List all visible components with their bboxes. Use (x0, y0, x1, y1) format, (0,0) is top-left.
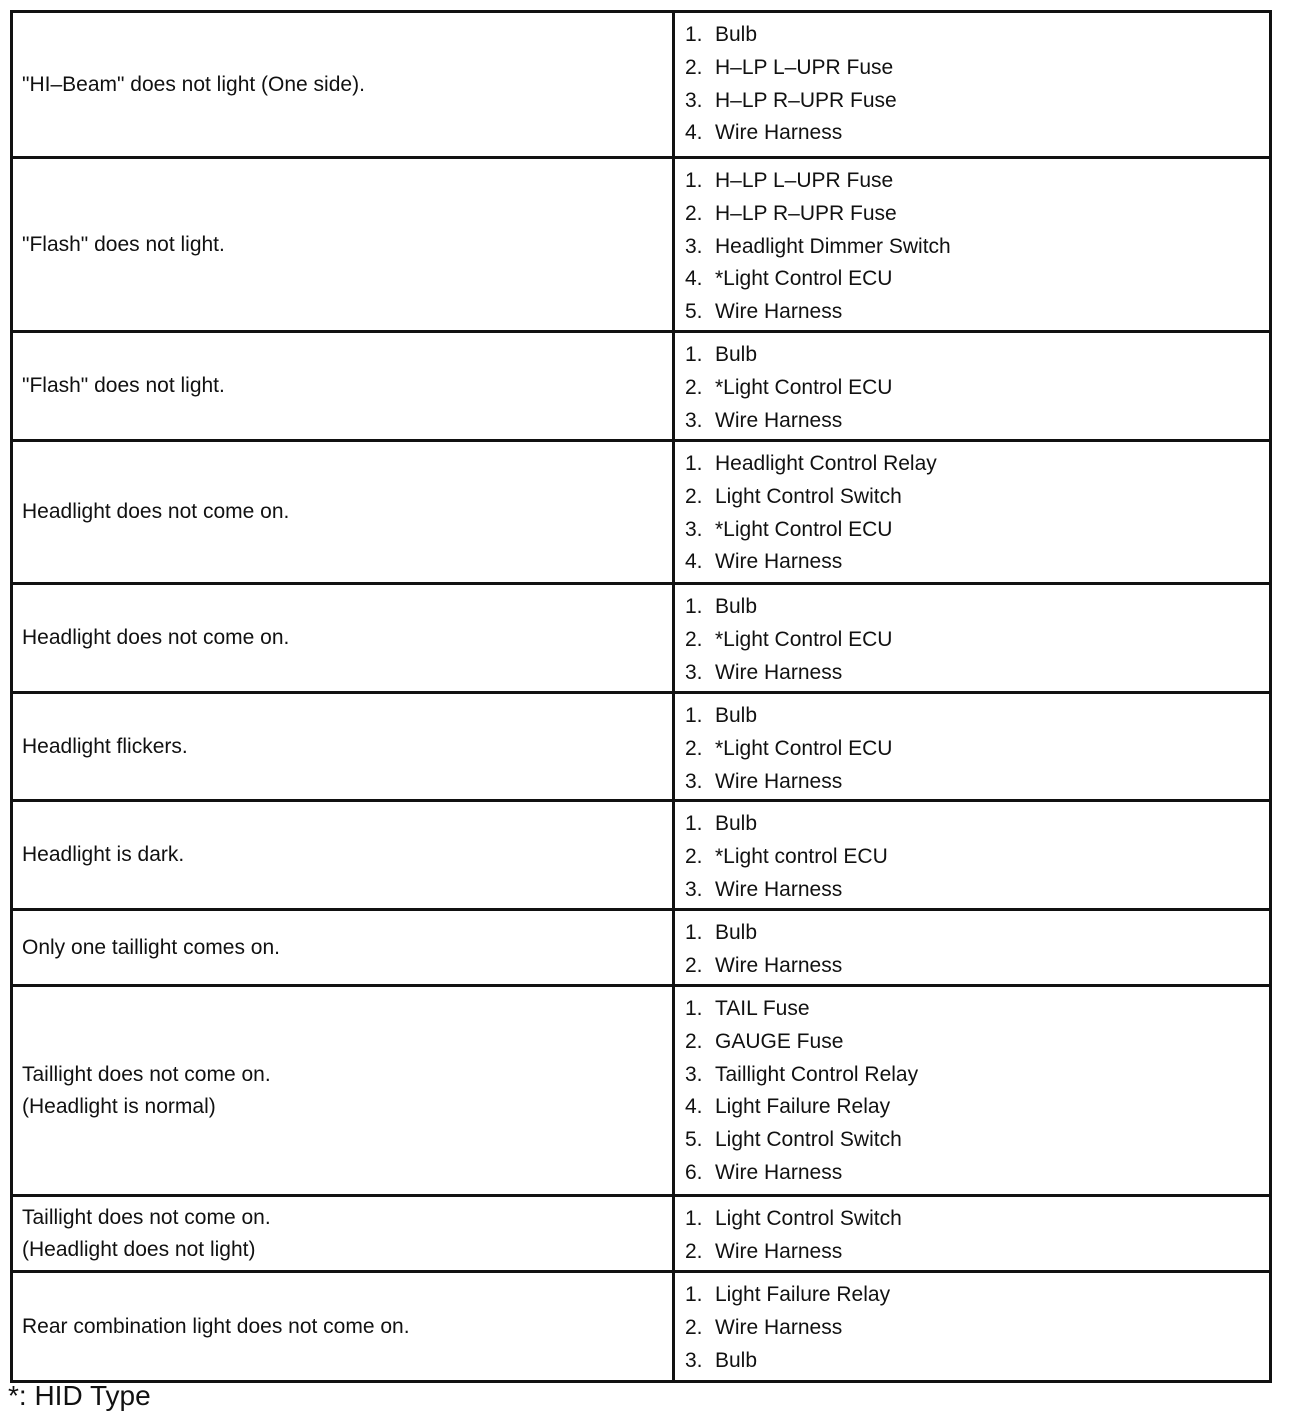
item-number: 2. (685, 627, 703, 651)
part-name: *Light Control ECU (715, 517, 893, 541)
item-number: 3. (685, 1062, 703, 1086)
item-number: 2. (685, 736, 703, 760)
item-number: 2. (685, 1315, 703, 1339)
item-number: 3. (685, 1348, 703, 1372)
part-name: Bulb (715, 1348, 758, 1372)
part-name: Wire Harness (715, 300, 843, 324)
list-item (685, 917, 1269, 950)
item-number: 1. (685, 997, 703, 1020)
table-row (13, 987, 1269, 1197)
item-number: 6. (685, 1160, 703, 1184)
list-item (685, 808, 1269, 841)
part-name: GAUGE Fuse (715, 1029, 844, 1053)
part-name: TAIL Fuse (715, 997, 810, 1020)
symptom-text: Headlight does not come on. (22, 626, 290, 649)
item-number: 3. (685, 877, 703, 901)
list-item (685, 117, 1269, 150)
item-number: 3. (685, 517, 703, 541)
list-item (685, 546, 1269, 579)
symptom-text: Headlight flickers. (22, 734, 188, 758)
part-name: Wire Harness (715, 408, 843, 432)
item-number: 1. (685, 169, 703, 192)
list-item (685, 874, 1269, 907)
item-number: 1. (685, 595, 703, 618)
symptom-text: "HI–Beam" does not light (One side). (22, 72, 365, 96)
table-row (13, 333, 1269, 442)
part-name: H–LP L–UPR Fuse (715, 55, 894, 79)
list-item (685, 1203, 1269, 1236)
part-name: Light Control Switch (715, 1128, 902, 1152)
item-number: 3. (685, 769, 703, 793)
part-name: Light Control Switch (715, 484, 902, 508)
part-name: H–LP R–UPR Fuse (715, 88, 897, 112)
part-name: Wire Harness (715, 1160, 843, 1184)
part-name: Bulb (715, 595, 758, 618)
part-name: *Light Control ECU (715, 736, 893, 760)
list-item (685, 1236, 1269, 1269)
list-item (685, 1345, 1269, 1378)
item-number: 2. (685, 1239, 703, 1263)
list-item (685, 841, 1269, 874)
list-item (685, 52, 1269, 85)
symptom-text: Rear combination light does not come on. (22, 1314, 410, 1338)
suspect-parts-list (675, 159, 1269, 330)
part-name: Bulb (715, 921, 758, 944)
symptom-cell (13, 987, 675, 1194)
list-item (685, 591, 1269, 624)
item-number: 3. (685, 408, 703, 432)
part-name: Wire Harness (715, 877, 843, 901)
item-number: 2. (685, 1029, 703, 1053)
item-number: 4. (685, 550, 703, 574)
list-item (685, 950, 1269, 983)
list-item (685, 165, 1269, 198)
suspect-parts-list (675, 987, 1269, 1194)
list-item (685, 85, 1269, 118)
suspect-parts-list (675, 694, 1269, 799)
list-item (685, 198, 1269, 231)
symptom-cell (13, 911, 675, 984)
symptom-text: Taillight does not come on. (22, 1205, 271, 1229)
symptom-cell (13, 333, 675, 439)
list-item (685, 19, 1269, 52)
part-name: Bulb (715, 23, 758, 46)
list-item (685, 766, 1269, 799)
list-item (685, 993, 1269, 1026)
list-item (685, 448, 1269, 481)
list-item (685, 339, 1269, 372)
list-item (685, 263, 1269, 296)
list-item (685, 1312, 1269, 1345)
list-item (685, 1124, 1269, 1157)
list-item (685, 481, 1269, 514)
list-item (685, 296, 1269, 329)
list-item (685, 231, 1269, 264)
item-number: 1. (685, 921, 703, 944)
list-item (685, 1026, 1269, 1059)
list-item (685, 733, 1269, 766)
part-name: Bulb (715, 343, 758, 366)
table-row (13, 585, 1269, 694)
part-name: Light Failure Relay (715, 1283, 891, 1306)
symptom-cell (13, 1197, 675, 1270)
item-number: 4. (685, 121, 703, 145)
symptom-condition: (Headlight is normal) (22, 1094, 216, 1118)
item-number: 1. (685, 23, 703, 46)
symptom-condition: (Headlight does not light) (22, 1237, 256, 1261)
item-number: 1. (685, 452, 703, 475)
item-number: 3. (685, 660, 703, 684)
item-number: 2. (685, 375, 703, 399)
item-number: 2. (685, 484, 703, 508)
part-name: Headlight Dimmer Switch (715, 234, 951, 258)
symptom-cell (13, 442, 675, 582)
item-number: 1. (685, 704, 703, 727)
part-name: Taillight Control Relay (715, 1062, 919, 1086)
symptom-cell (13, 1273, 675, 1380)
table-row (13, 911, 1269, 987)
suspect-parts-list (675, 333, 1269, 439)
part-name: Wire Harness (715, 953, 843, 977)
item-number: 1. (685, 1207, 703, 1230)
part-name: Wire Harness (715, 1239, 843, 1263)
symptom-cell (13, 13, 675, 156)
list-item (685, 657, 1269, 690)
part-name: Headlight Control Relay (715, 452, 937, 475)
part-name: Wire Harness (715, 660, 843, 684)
part-name: *Light Control ECU (715, 267, 893, 291)
item-number: 2. (685, 55, 703, 79)
part-name: Light Failure Relay (715, 1095, 891, 1119)
table-row (13, 1273, 1269, 1380)
symptom-text: Only one taillight comes on. (22, 935, 280, 959)
table-row (13, 694, 1269, 802)
item-number: 5. (685, 1128, 703, 1152)
symptom-text: "Flash" does not light. (22, 232, 225, 256)
part-name: Wire Harness (715, 1315, 843, 1339)
part-name: Wire Harness (715, 121, 843, 145)
table-row (13, 13, 1269, 159)
symptom-cell (13, 694, 675, 799)
suspect-parts-list (675, 1273, 1269, 1380)
item-number: 1. (685, 812, 703, 835)
table-row (13, 1197, 1269, 1273)
part-name: Bulb (715, 704, 758, 727)
suspect-parts-list (675, 442, 1269, 582)
table-row (13, 159, 1269, 333)
part-name: Wire Harness (715, 769, 843, 793)
symptom-text: Taillight does not come on. (22, 1062, 271, 1086)
suspect-parts-list (675, 1197, 1269, 1270)
item-number: 5. (685, 300, 703, 324)
symptom-text: Headlight does not come on. (22, 500, 290, 523)
part-name: H–LP L–UPR Fuse (715, 169, 894, 192)
part-name: Bulb (715, 812, 758, 835)
list-item (685, 514, 1269, 547)
item-number: 1. (685, 343, 703, 366)
list-item (685, 1059, 1269, 1092)
suspect-parts-list (675, 802, 1269, 908)
suspect-parts-list (675, 13, 1269, 156)
item-number: 4. (685, 1095, 703, 1119)
footnote: *: HID Type (8, 1380, 151, 1411)
symptom-cell (13, 802, 675, 908)
suspect-parts-list (675, 585, 1269, 691)
troubleshooting-table (10, 10, 1272, 1383)
part-name: Light Control Switch (715, 1207, 902, 1230)
item-number: 2. (685, 201, 703, 225)
symptom-cell (13, 159, 675, 330)
part-name: *Light Control ECU (715, 627, 893, 651)
part-name: *Light Control ECU (715, 375, 893, 399)
symptom-text: "Flash" does not light. (22, 374, 225, 397)
list-item (685, 624, 1269, 657)
list-item (685, 405, 1269, 438)
part-name: Wire Harness (715, 550, 843, 574)
item-number: 2. (685, 953, 703, 977)
list-item (685, 700, 1269, 733)
item-number: 2. (685, 844, 703, 868)
list-item (685, 1279, 1269, 1312)
symptom-cell (13, 585, 675, 691)
list-item (685, 1091, 1269, 1124)
item-number: 1. (685, 1283, 703, 1306)
symptom-text: Headlight is dark. (22, 843, 185, 866)
item-number: 3. (685, 88, 703, 112)
item-number: 3. (685, 234, 703, 258)
table-row (13, 802, 1269, 911)
part-name: H–LP R–UPR Fuse (715, 201, 897, 225)
suspect-parts-list (675, 911, 1269, 984)
list-item (685, 372, 1269, 405)
table-row (13, 442, 1269, 585)
item-number: 4. (685, 267, 703, 291)
list-item (685, 1157, 1269, 1190)
part-name: *Light control ECU (715, 844, 888, 868)
